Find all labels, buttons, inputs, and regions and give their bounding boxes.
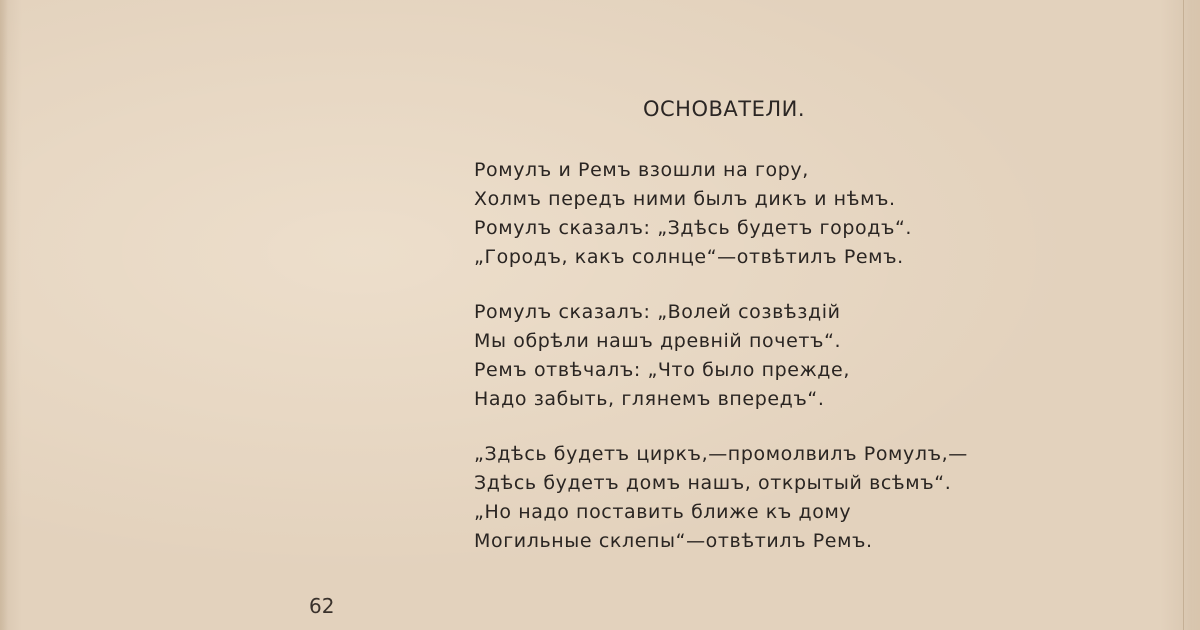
poem-line: Могильные склепы“—отвѣтилъ Ремъ. [474, 530, 873, 552]
poem-line: Надо забыть, глянемъ впередъ“. [474, 388, 825, 410]
poem-title-container [624, 97, 824, 121]
page-edge-left [0, 0, 8, 630]
page-edge-right [1183, 0, 1200, 630]
poem-line: Ромулъ и Ремъ взошли на гору, [474, 159, 809, 181]
poem-line: Мы обрѣли нашъ древній почетъ“. [474, 330, 842, 352]
poem-line: Ромулъ сказалъ: „Здѣсь будетъ городъ“. [474, 217, 913, 239]
stanza-2 [474, 298, 994, 414]
stanza-3 [474, 440, 994, 556]
stanza-1 [474, 156, 994, 272]
poem-line: Холмъ передъ ними былъ дикъ и нѣмъ. [474, 188, 896, 210]
poem-line: Здѣсь будетъ домъ нашъ, открытый всѣмъ“. [474, 472, 952, 494]
poem-body [474, 156, 994, 582]
poem-line: Ромулъ сказалъ: „Волей созвѣздій [474, 301, 841, 323]
poem-title: ОСНОВАТЕЛИ. [642, 97, 806, 121]
poem-line: „Здѣсь будетъ циркъ,—промолвилъ Ромулъ,— [474, 443, 968, 465]
poem-line: Ремъ отвѣчалъ: „Что было прежде, [474, 359, 850, 381]
poem-line: „Но надо поставить ближе къ дому [474, 501, 852, 523]
page-number: 62 [309, 594, 335, 618]
poem-line: „Городъ, какъ солнце“—отвѣтилъ Ремъ. [474, 246, 904, 268]
